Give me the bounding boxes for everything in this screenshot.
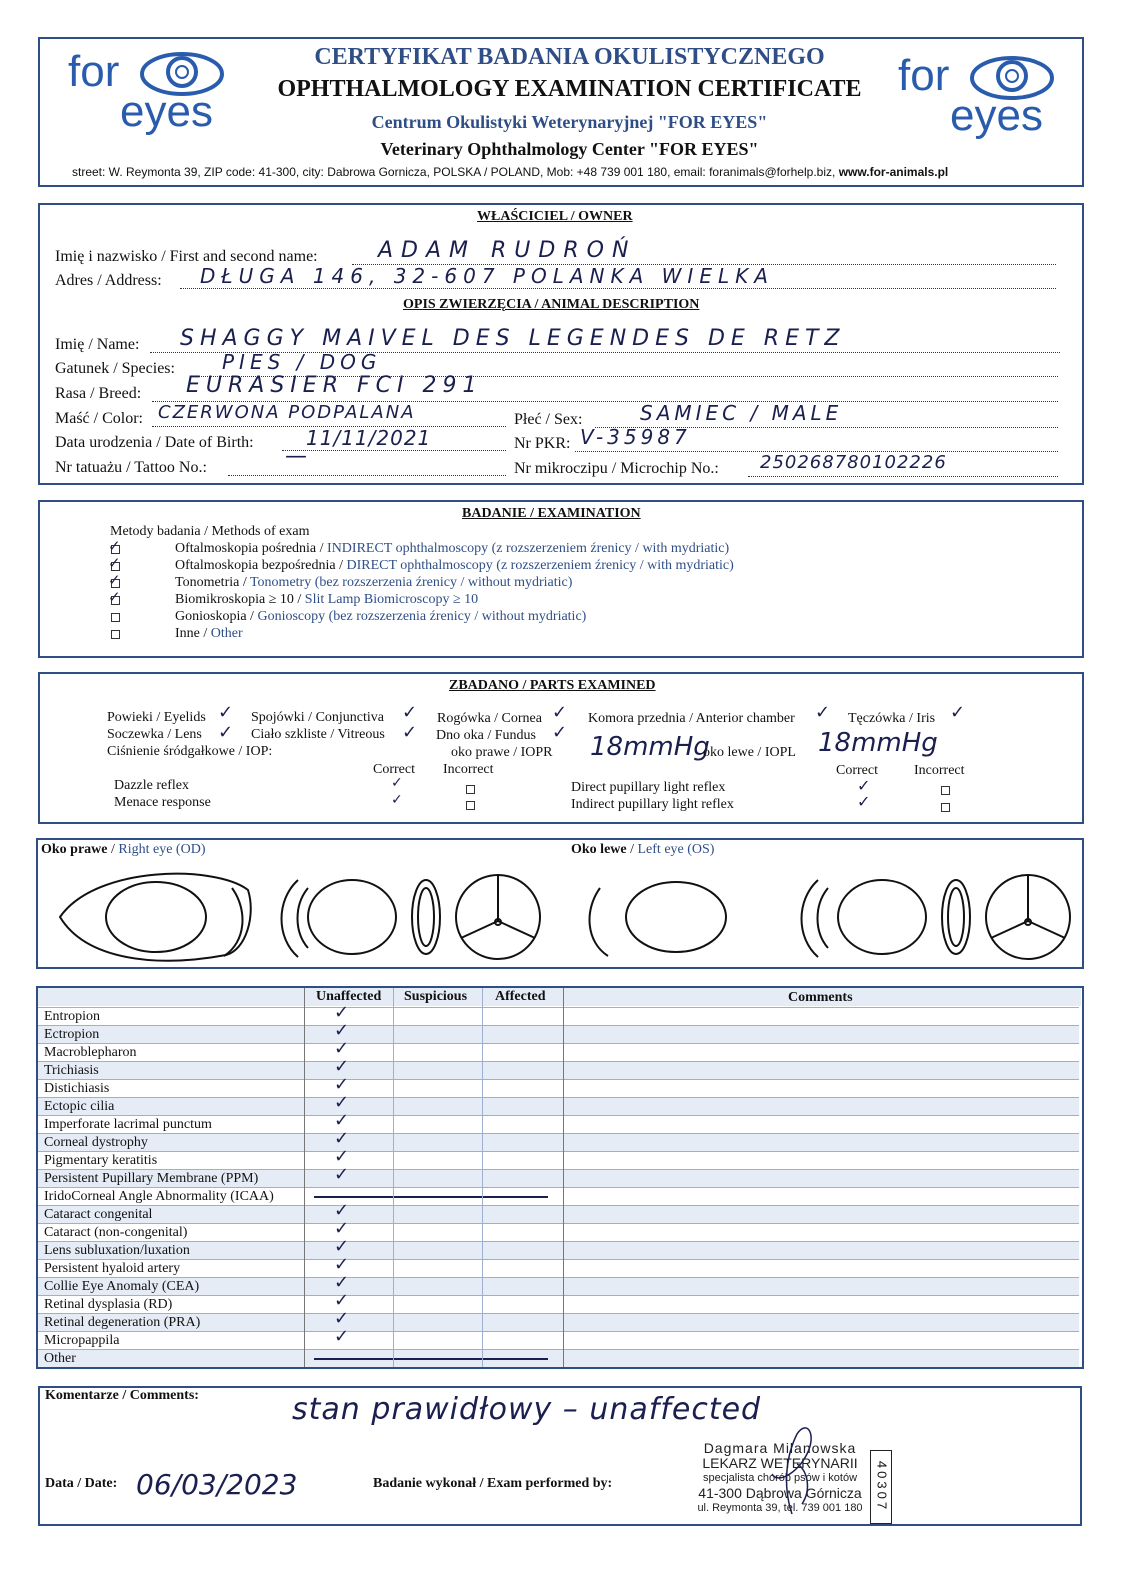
center-name-pl: Centrum Okulistyki Weterynaryjnej "FOR EYES" — [371, 112, 768, 132]
chip-dots — [748, 476, 1058, 477]
dazzle-incorrect-checkbox[interactable] — [466, 785, 475, 794]
method-checkbox[interactable] — [111, 630, 120, 639]
os-lens-profile-inner — [948, 888, 964, 946]
od-eyelid-outline — [60, 874, 251, 961]
owner-address-value: DŁUGA 146, 32-607 POLANKA WIELKA — [200, 264, 774, 288]
table-row — [38, 1074, 1079, 1097]
left-eye-pl: Oko lewe — [571, 842, 627, 857]
table-row — [38, 1110, 1079, 1133]
unaffected-check-icon: ✓ — [334, 1146, 350, 1167]
signature-mark — [752, 1414, 832, 1524]
table-row — [38, 1272, 1079, 1295]
col-divider-3 — [482, 988, 483, 1367]
iris-check-icon: ✓ — [950, 702, 966, 723]
os-lens-front — [838, 880, 926, 954]
row-label: Persistent Pupillary Membrane (PPM) — [44, 1171, 259, 1186]
tattoo-value: — — [285, 444, 309, 469]
unaffected-check-icon: ✓ — [334, 1020, 350, 1041]
row-label: Ectopic cilia — [44, 1099, 115, 1114]
incorrect-col-right: Incorrect — [914, 763, 965, 778]
right-eye-title: Oko prawe / Right eye (OD) — [41, 842, 206, 857]
unaffected-check-icon: ✓ — [334, 1308, 350, 1329]
table-row — [38, 1236, 1079, 1259]
row-label: Corneal dystrophy — [44, 1135, 148, 1150]
comments-value: stan prawidłowy – unaffected — [292, 1392, 762, 1427]
col-divider-1 — [304, 988, 305, 1367]
unaffected-check-icon: ✓ — [334, 1038, 350, 1059]
owner-address-label: Adres / Address: — [55, 272, 162, 289]
logo-eyes-text: eyes — [120, 87, 213, 136]
indirect-plr-label: Indirect pupillary light reflex — [571, 797, 734, 812]
table-row — [38, 1187, 1079, 1205]
method-label-en: Tonometry (bez rozszerzenia źrenicy / without mydriatic) — [249, 575, 573, 590]
color-label: Maść / Color: — [55, 410, 143, 427]
direct-plr-incorrect-checkbox[interactable] — [941, 786, 950, 795]
unaffected-check-icon: ✓ — [334, 1002, 350, 1023]
os-lens-profile-outer — [942, 880, 970, 954]
vitreous-check-icon: ✓ — [402, 722, 418, 743]
owner-name-label: Imię i nazwisko / First and second name: — [55, 248, 318, 265]
row-label: Persistent hyaloid artery — [44, 1261, 181, 1276]
unaffected-check-icon: ✓ — [334, 1236, 350, 1257]
cornea-label: Rogówka / Cornea — [437, 711, 542, 726]
stamp-name: Dagmara Milanowska — [703, 1440, 857, 1456]
method-label-en: INDIRECT ophthalmoscopy (z rozszerzeniem źrenicy / with mydriatic) — [327, 541, 730, 556]
indirect-plr-incorrect-checkbox[interactable] — [941, 803, 950, 812]
exam-section-title: BADANIE / EXAMINATION — [462, 506, 641, 521]
method-check-icon: ✓ — [108, 554, 121, 572]
method-label-pl: Oftalmoskopia pośrednia / INDIRECT ophthalmoscopy (z rozszerzeniem źrenicy / with mydriatic) — [175, 541, 730, 556]
indirect-plr-correct-check-icon: ✓ — [857, 792, 871, 811]
correct-col-right: Correct — [836, 763, 878, 778]
left-eye-en: Left eye (OS) — [637, 842, 715, 857]
unaffected-check-icon: ✓ — [334, 1272, 350, 1293]
species-value: PIES / DOG — [222, 350, 382, 374]
row-label: Retinal degeneration (PRA) — [44, 1315, 201, 1330]
col-affected: Affected — [495, 989, 546, 1004]
direct-plr-correct-check-icon: ✓ — [857, 776, 871, 795]
title-en: OPHTHALMOLOGY EXAMINATION CERTIFICATE — [277, 76, 862, 102]
website-link[interactable]: www.for-animals.pl — [838, 165, 949, 179]
unaffected-check-icon: ✓ — [334, 1326, 350, 1347]
vitreous-label: Ciało szkliste / Vitreous — [251, 727, 385, 742]
table-row — [38, 1128, 1079, 1151]
tattoo-label: Nr tatuażu / Tattoo No.: — [55, 459, 207, 476]
dazzle-correct-check-icon: ✓ — [391, 775, 403, 791]
contact-address: street: W. Reymonta 39, ZIP code: 41-300, city: Dabrowa Gornicza, POLSKA / POLAND, Mob: +48 739 001 180, email: foranimals@forhelp.biz, — [72, 165, 836, 179]
tattoo-dots — [228, 475, 506, 476]
method-check-icon: ✓ — [108, 537, 121, 555]
col-divider-4 — [563, 988, 564, 1367]
row-label: Pigmentary keratitis — [44, 1153, 158, 1168]
owner-section-title: WŁAŚCICIEL / OWNER — [477, 209, 633, 224]
conjunctiva-label: Spojówki / Conjunctiva — [251, 710, 384, 725]
stamp-address: ul. Reymonta 39, tel. 739 001 180 — [697, 1502, 863, 1514]
correct-col-left: Correct — [373, 762, 415, 777]
table-row — [38, 1146, 1079, 1169]
method-label-pl: Gonioskopia / Gonioscopy (bez rozszerzenia źrenicy / without mydriatic) — [175, 609, 587, 624]
col-unaffected: Unaffected — [316, 989, 382, 1004]
eyelids-label: Powieki / Eyelids — [107, 710, 206, 725]
fundus-label: Dno oka / Fundus — [436, 728, 536, 743]
table-row — [38, 1326, 1079, 1349]
conjunctiva-check-icon: ✓ — [402, 702, 418, 723]
unaffected-check-icon: ✓ — [334, 1254, 350, 1275]
stamp-number: 40307 — [874, 1460, 890, 1513]
sex-value: SAMIEC / MALE — [640, 401, 843, 425]
method-label-pl: Oftalmoskopia bezpośrednia / DIRECT ophthalmoscopy (z rozszerzeniem źrenicy / with mydriatic) — [175, 558, 734, 573]
comments-label: Komentarze / Comments: — [45, 1388, 199, 1403]
anterior-chamber-label: Komora przednia / Anterior chamber — [588, 711, 795, 726]
table-row — [38, 1038, 1079, 1061]
breed-label: Rasa / Breed: — [55, 385, 142, 402]
sex-label: Płeć / Sex: — [514, 411, 583, 428]
anterior-check-icon: ✓ — [815, 702, 831, 723]
right-eye-pl: Oko prawe — [41, 842, 108, 857]
col-divider-2 — [393, 988, 394, 1367]
row-label: Retinal dysplasia (RD) — [44, 1297, 173, 1312]
method-label-en: DIRECT ophthalmoscopy (z rozszerzeniem źrenicy / with mydriatic) — [346, 558, 734, 573]
os-cornea — [626, 882, 726, 952]
row-label: Collie Eye Anomaly (CEA) — [44, 1279, 200, 1294]
menace-correct-check-icon: ✓ — [391, 792, 403, 808]
od-lens-side-outer — [282, 880, 299, 957]
stamp-title: LEKARZ WETERYNARII — [702, 1455, 858, 1471]
animal-section-title: OPIS ZWIERZĘCIA / ANIMAL DESCRIPTION — [403, 297, 700, 312]
dazzle-label: Dazzle reflex — [114, 778, 189, 793]
row-label: IridoCorneal Angle Abnormality (ICAA) — [44, 1189, 274, 1204]
logo-eyes-text: eyes — [950, 91, 1043, 140]
methods-label — [110, 524, 309, 540]
table-header-row — [38, 988, 1081, 1006]
dob-value: 11/11/2021 — [306, 426, 432, 450]
iopr-label: oko prawe / IOPR — [451, 745, 553, 760]
iris-label: Tęczówka / Iris — [848, 711, 936, 726]
iopl-value: 18mmHg — [818, 728, 938, 758]
performed-label: Badanie wykonał / Exam performed by: — [373, 1476, 613, 1491]
stamp-spec: specjalista chorób psów i kotów — [702, 1472, 858, 1484]
parts-section-title: ZBADANO / PARTS EXAMINED — [449, 678, 656, 693]
animal-name-value: SHAGGY MAIVEL DES LEGENDES DE RETZ — [180, 326, 846, 351]
table-row — [38, 1020, 1079, 1043]
date-value: 06/03/2023 — [136, 1468, 298, 1501]
strike-line — [314, 1358, 548, 1360]
unaffected-check-icon: ✓ — [334, 1200, 350, 1221]
os-lens-side-outer — [802, 880, 819, 957]
od-lens-side-inner — [298, 888, 309, 948]
chip-label: Nr mikroczipu / Microchip No.: — [514, 460, 719, 477]
stamp-city: 41-300 Dąbrowa Górnicza — [698, 1485, 862, 1501]
dob-dots — [282, 450, 506, 451]
method-checkbox[interactable] — [111, 613, 120, 622]
table-row — [38, 1218, 1079, 1241]
table-row — [38, 1254, 1079, 1277]
iopr-value: 18mmHg — [590, 732, 710, 762]
method-label-en: Gonioscopy (bez rozszerzenia źrenicy / without mydriatic) — [257, 609, 587, 624]
right-eye-en: Right eye (OD) — [118, 842, 206, 857]
cornea-check-icon: ✓ — [552, 702, 568, 723]
method-label-pl: Biomikroskopia ≥ 10 / Slit Lamp Biomicroscopy ≥ 10 — [175, 592, 479, 607]
table-row — [38, 1290, 1079, 1313]
color-value: CZERWONA PODPALANA — [158, 402, 416, 423]
incorrect-col-left: Incorrect — [443, 762, 494, 777]
owner-address-dots — [180, 288, 1056, 289]
species-label: Gatunek / Species: — [55, 360, 175, 377]
table-row — [38, 1308, 1079, 1331]
row-label: Imperforate lacrimal punctum — [44, 1117, 212, 1132]
eyelids-check-icon: ✓ — [218, 702, 234, 723]
od-cornea — [106, 882, 206, 952]
breed-value: EURASIER FCI 291 — [186, 373, 483, 398]
pkr-label: Nr PKR: — [514, 435, 571, 452]
menace-incorrect-checkbox[interactable] — [466, 801, 475, 810]
row-label: Cataract (non-congenital) — [44, 1225, 188, 1240]
table-row — [38, 1002, 1079, 1025]
os-third-eyelid — [590, 888, 608, 956]
method-label-pl: Tonometria / Tonometry (bez rozszerzenia źrenicy / without mydriatic) — [175, 575, 573, 590]
lens-check-icon: ✓ — [218, 722, 234, 743]
unaffected-check-icon: ✓ — [334, 1164, 350, 1185]
od-lens-profile-outer — [412, 880, 440, 954]
row-label: Lens subluxation/luxation — [44, 1243, 190, 1258]
row-label: Trichiasis — [44, 1063, 99, 1078]
col-suspicious: Suspicious — [404, 989, 468, 1004]
table-row — [38, 1092, 1079, 1115]
row-label: Macroblepharon — [44, 1045, 137, 1060]
eye-diagrams — [36, 860, 1084, 968]
menace-label: Menace response — [114, 795, 211, 810]
stamp-number-box — [870, 1450, 892, 1524]
table-row — [38, 1349, 1079, 1367]
title-pl: CERTYFIKAT BADANIA OKULISTYCZNEGO — [314, 44, 825, 70]
unaffected-check-icon: ✓ — [334, 1092, 350, 1113]
unaffected-check-icon: ✓ — [334, 1218, 350, 1239]
row-label: Cataract congenital — [44, 1207, 153, 1222]
center-name-en: Veterinary Ophthalmology Center "FOR EYES" — [380, 139, 759, 159]
method-label-pl: Inne / Other — [175, 626, 243, 641]
fundus-check-icon: ✓ — [552, 722, 568, 743]
unaffected-check-icon: ✓ — [334, 1128, 350, 1149]
method-check-icon: ✓ — [108, 588, 121, 606]
unaffected-check-icon: ✓ — [334, 1056, 350, 1077]
methods-label-text: Metody badania / Methods of exam — [110, 524, 310, 539]
unaffected-check-icon: ✓ — [334, 1110, 350, 1131]
direct-plr-label: Direct pupillary light reflex — [571, 780, 726, 795]
logo-for-text: for — [68, 47, 120, 96]
table-row — [38, 1200, 1079, 1223]
dob-label: Data urodzenia / Date of Birth: — [55, 434, 254, 451]
chip-value: 250268780102226 — [760, 452, 947, 473]
iopl-label: oko lewe / IOPL — [703, 745, 796, 760]
table-row — [38, 1164, 1079, 1187]
contact-line — [72, 165, 1062, 179]
pkr-value: V-35987 — [580, 425, 691, 449]
row-label: Other — [44, 1351, 76, 1366]
row-label: Distichiasis — [44, 1081, 110, 1096]
method-label-en: Other — [210, 626, 243, 641]
logo-for-text: for — [898, 51, 950, 100]
od-lens-front — [308, 880, 396, 954]
unaffected-check-icon: ✓ — [334, 1074, 350, 1095]
row-label: Micropappila — [44, 1333, 120, 1348]
unaffected-check-icon: ✓ — [334, 1290, 350, 1311]
table-row — [38, 1056, 1079, 1079]
method-label-en: Slit Lamp Biomicroscopy ≥ 10 — [304, 592, 479, 607]
col-comments: Comments — [788, 990, 853, 1005]
method-check-icon: ✓ — [108, 571, 121, 589]
lens-label: Soczewka / Lens — [107, 727, 202, 742]
left-eye-title: Oko lewe / Left eye (OS) — [571, 842, 715, 857]
os-lens-side-inner — [818, 888, 829, 948]
animal-name-label: Imię / Name: — [55, 336, 140, 353]
strike-line — [314, 1196, 548, 1198]
od-lens-profile-inner — [418, 888, 434, 946]
iop-label: Ciśnienie śródgałkowe / IOP: — [107, 744, 273, 759]
date-label: Data / Date: — [45, 1476, 118, 1491]
row-label: Entropion — [44, 1009, 100, 1024]
row-label: Ectropion — [44, 1027, 100, 1042]
owner-name-value: ADAM RUDROŃ — [378, 238, 637, 263]
